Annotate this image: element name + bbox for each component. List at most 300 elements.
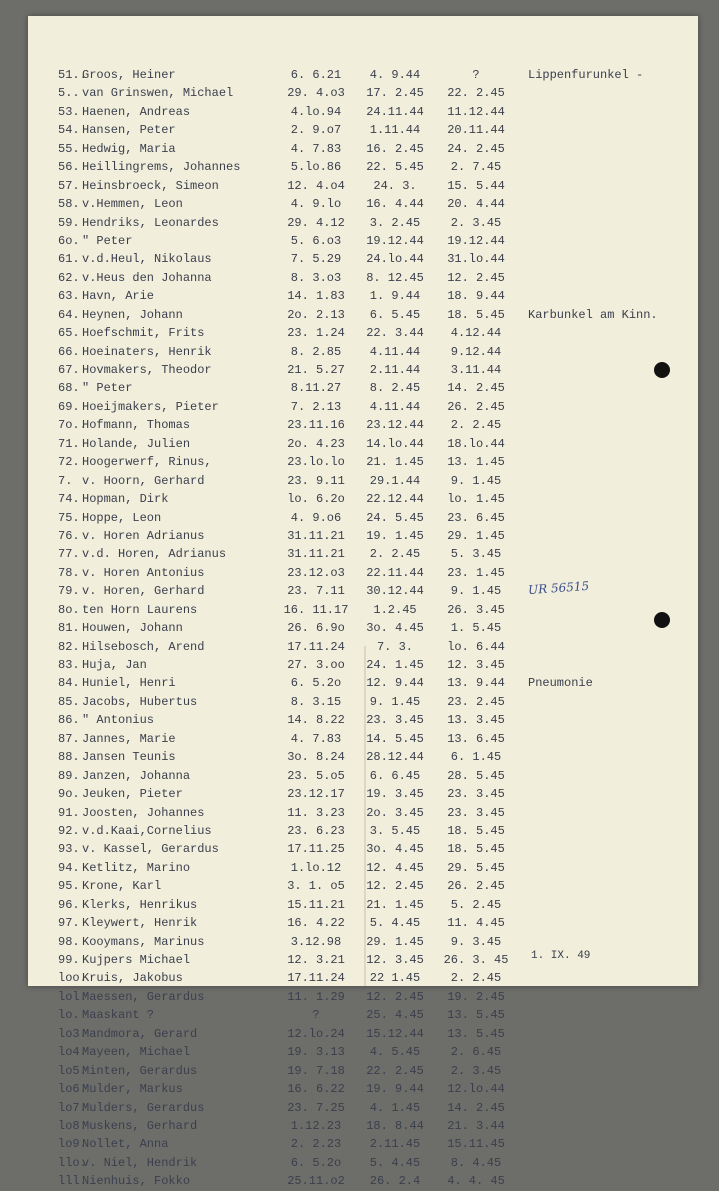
entry-discharge-date: 20.11.44 <box>447 123 505 138</box>
entry-name: v. Hoorn, Gerhard <box>82 473 205 488</box>
entry-admission-date: 26. 2.4 <box>369 1174 421 1189</box>
entry-number: 98. <box>58 934 80 949</box>
entry-name: Hovmakers, Theodor <box>82 363 212 377</box>
entry-birth-date: 23. 7.25 <box>287 1100 345 1115</box>
entry-admission-date: 5. 4.45 <box>369 916 421 931</box>
entry-birth-date: 3.12.98 <box>290 934 342 949</box>
entry-number: lo8. <box>58 1118 87 1133</box>
entry-admission-date: 19. 9.44 <box>366 1082 424 1097</box>
entry-admission-date: 9. 1.45 <box>369 694 421 709</box>
entry-birth-date: 12. 4.o4 <box>287 178 345 193</box>
entry-number: 56. <box>58 160 80 175</box>
entry-admission-date: 19. 3.45 <box>366 787 424 802</box>
entry-birth-date: 23.12.17 <box>287 787 345 802</box>
entry-number: 51.. <box>58 68 87 82</box>
entry-discharge-date: 23. 6.45 <box>447 510 505 525</box>
entry-birth-date: 5. 6.o3 <box>290 233 342 248</box>
entry-note: Lippenfurunkel - <box>528 68 644 82</box>
entry-discharge-date: 6. 1.45 <box>450 750 502 765</box>
entry-name: Groos, Heiner <box>82 68 176 82</box>
entry-admission-date: 1. 9.44 <box>369 289 421 304</box>
entry-number: 62. <box>58 270 80 285</box>
entry-admission-date: 5. 4.45 <box>369 1155 421 1170</box>
entry-birth-date: ? <box>312 1008 320 1023</box>
entry-number: llo. <box>58 1155 87 1170</box>
entry-admission-date: 4.11.44 <box>369 344 421 359</box>
entry-admission-date: 24. 3. <box>373 178 417 193</box>
entry-name: Minten, Gerardus <box>82 1063 198 1078</box>
entry-name: v. Horen Antonius <box>82 565 205 580</box>
entry-admission-date: 8. 2.45 <box>369 381 421 396</box>
entry-name: Jansen Teunis <box>82 750 176 765</box>
entry-number: 55. <box>58 141 80 156</box>
entry-birth-date: 7. 5.29 <box>290 252 342 267</box>
entry-admission-date: 14.lo.44 <box>366 436 424 451</box>
entry-admission-date: 28.12.44 <box>366 750 424 765</box>
entry-discharge-date: 11.12.44 <box>447 104 505 119</box>
handwritten-reference: UR 56515 <box>527 578 590 598</box>
entry-name: v. Kassel, Gerardus <box>82 842 219 857</box>
entry-discharge-date: 5. 2.45 <box>450 897 502 912</box>
entry-number: 85. <box>58 694 80 709</box>
entry-birth-date: 16. 6.22 <box>287 1082 345 1097</box>
entry-birth-date: 16. 11.17 <box>283 602 349 617</box>
entry-number: 96. <box>58 897 80 912</box>
entry-birth-date: 4. 7.83 <box>290 731 342 746</box>
entry-discharge-date: 12.lo.44 <box>447 1082 505 1097</box>
entry-discharge-date: 14. 2.45 <box>447 1100 505 1115</box>
entry-birth-date: 23. 6.23 <box>287 823 345 838</box>
entry-birth-date: 1.12.23 <box>290 1118 342 1133</box>
entry-name: Mayeen, Michael <box>82 1045 191 1060</box>
entry-number: lo9. <box>58 1137 87 1152</box>
entry-number: 7. <box>58 473 73 488</box>
entry-name: Jannes, Marie <box>82 731 176 746</box>
entry-number: lo7. <box>58 1100 87 1115</box>
entry-discharge-date: 1. 5.45 <box>450 621 502 636</box>
entry-admission-date: 24.lo.44 <box>366 252 424 267</box>
entry-number: 5.. <box>58 86 80 101</box>
entry-number: 66. <box>58 344 80 359</box>
entry-name: Haenen, Andreas <box>82 104 191 119</box>
entry-birth-date: 2o. 2.13 <box>287 307 345 322</box>
entry-number: 95. <box>58 879 80 894</box>
entry-admission-date: 22. 5.45 <box>366 160 424 175</box>
entry-admission-date: 24. 5.45 <box>366 510 424 525</box>
entry-number: 53. <box>58 104 80 119</box>
entry-name: Heinsbroeck, Simeon <box>82 178 219 193</box>
entry-number: 92. <box>58 823 80 838</box>
entry-admission-date: 2o. 3.45 <box>366 805 424 820</box>
entry-admission-date: 3. 5.45 <box>369 823 421 838</box>
entry-birth-date: 23.lo.lo <box>287 455 345 470</box>
entry-birth-date: 31.11.21 <box>287 547 345 562</box>
entry-birth-date: 8.11.27 <box>290 381 342 396</box>
entry-discharge-date: 18. 5.45 <box>447 823 505 838</box>
entry-number: 81. <box>58 621 80 636</box>
entry-number: lo5. <box>58 1063 87 1078</box>
entry-birth-date: 17.11.25 <box>287 842 345 857</box>
entry-number: 57. <box>58 178 80 193</box>
entry-discharge-date: 19.12.44 <box>447 233 505 248</box>
entry-birth-date: 14. 1.83 <box>287 289 345 304</box>
entry-note: Pneumonie <box>528 676 593 691</box>
entry-number: loo. <box>58 971 87 986</box>
entry-discharge-date: 13. 5.45 <box>447 1026 505 1041</box>
entry-birth-date: 17.11.24 <box>287 639 345 654</box>
entry-name: Mulders, Gerardus <box>82 1100 205 1115</box>
entry-birth-date: 23.11.16 <box>287 418 345 433</box>
entry-number: 9o. <box>58 787 80 802</box>
entry-discharge-date: 23. 2.45 <box>447 694 505 709</box>
entry-admission-date: 12. 2.45 <box>366 879 424 894</box>
entry-admission-date: 12. 9.44 <box>366 676 424 691</box>
entry-birth-date: 5.lo.86 <box>290 160 342 175</box>
entry-birth-date: 23. 5.o5 <box>287 768 345 783</box>
entry-admission-date: 4.11.44 <box>369 399 421 414</box>
entry-birth-date: 25.11.o2 <box>287 1174 345 1189</box>
entry-discharge-date: 28. 5.45 <box>447 768 505 783</box>
entry-birth-date: 3o. 8.24 <box>287 750 345 765</box>
entry-birth-date: 2o. 4.23 <box>287 436 345 451</box>
entry-admission-date: 30.12.44 <box>366 584 424 599</box>
entry-discharge-date: 18.lo.44 <box>447 436 505 451</box>
entry-admission-date: 22.11.44 <box>366 565 424 580</box>
entry-number: 74. <box>58 492 80 507</box>
entry-name: Kruis, Jakobus <box>82 971 183 986</box>
entry-name: van Grinswen, Michael <box>82 86 234 101</box>
entry-number: 67. <box>58 363 80 377</box>
entry-number: lo6. <box>58 1082 87 1097</box>
entry-number: 89. <box>58 768 80 783</box>
entry-number: 8o. <box>58 602 80 617</box>
entry-number: 91. <box>58 805 80 820</box>
entry-birth-date: 11. 3.23 <box>287 805 345 820</box>
entry-name: Ketlitz, Marino <box>82 860 191 875</box>
entry-discharge-date: 26. 2.45 <box>447 879 505 894</box>
entry-number: 86. <box>58 713 80 728</box>
entry-discharge-date: 24. 2.45 <box>447 141 505 156</box>
entry-discharge-date: 2. 2.45 <box>450 418 502 433</box>
entry-admission-date: 21. 1.45 <box>366 897 424 912</box>
entry-name: v.d.Kaai,Cornelius <box>82 823 212 838</box>
entry-number: lol. <box>58 989 87 1004</box>
entry-discharge-date: lo. 1.45 <box>447 492 505 507</box>
entry-admission-date: 24.11.44 <box>366 104 424 119</box>
entry-birth-date: 6. 6.21 <box>290 68 342 82</box>
entry-name: Hoppe, Leon <box>82 510 162 525</box>
entry-birth-date: 3. 1. o5 <box>287 879 345 894</box>
entry-admission-date: 12. 2.45 <box>366 989 424 1004</box>
entry-number: 7o.. <box>58 418 87 433</box>
entry-admission-date: 12. 3.45 <box>366 953 424 967</box>
entry-number: 75. <box>58 510 80 525</box>
entry-name: Kujpers Michael <box>82 953 191 967</box>
entry-number: 99. <box>58 953 80 967</box>
entry-birth-date: 8. 3.15 <box>290 694 342 709</box>
footer-date-mark: 1. IX. 49 <box>531 950 591 962</box>
entry-name: Kooymans, Marinus <box>82 934 205 949</box>
entry-discharge-date: 18. 5.45 <box>447 307 505 322</box>
entry-admission-date: 6. 6.45 <box>369 768 421 783</box>
entry-number: lll. <box>58 1174 87 1189</box>
entry-discharge-date: 8. 4.45 <box>450 1155 502 1170</box>
entry-birth-date: 31.11.21 <box>287 528 345 543</box>
entry-discharge-date: 13. 6.45 <box>447 731 505 746</box>
entry-name: Havn, Arie <box>82 289 155 304</box>
entry-name: Hoeijmakers, Pieter <box>82 399 219 414</box>
entry-birth-date: 6. 5.2o <box>290 1155 342 1170</box>
entry-name: Hoeinaters, Henrik <box>82 344 212 359</box>
entry-name: Houwen, Johann <box>82 621 183 636</box>
entry-discharge-date: 2. 7.45 <box>450 160 502 175</box>
entry-discharge-date: 13. 1.45 <box>447 455 505 470</box>
entry-number: 93. <box>58 842 80 857</box>
entry-admission-date: 8. 12.45 <box>366 270 424 285</box>
entry-admission-date: 3o. 4.45 <box>366 621 424 636</box>
punch-hole-icon <box>654 612 670 628</box>
entry-discharge-date: 9.12.44 <box>450 344 502 359</box>
entry-discharge-date: 5. 3.45 <box>450 547 502 562</box>
document-page <box>28 16 698 1189</box>
entry-admission-date: 7. 3. <box>376 639 413 654</box>
entry-discharge-date: 29. 1.45 <box>447 528 505 543</box>
entry-discharge-date: 26. 3. 45 <box>443 953 509 967</box>
entry-discharge-date: 19. 2.45 <box>447 989 505 1004</box>
entry-admission-date: 6. 5.45 <box>369 307 421 322</box>
entry-admission-date: 25. 4.45 <box>366 1008 424 1023</box>
entry-birth-date: 8. 2.85 <box>290 344 342 359</box>
entry-discharge-date: 13. 9.44 <box>447 676 505 691</box>
entry-birth-date: 27. 3.oo <box>287 658 345 672</box>
entry-name: v. Horen Adrianus <box>82 528 205 543</box>
entry-discharge-date: 22. 2.45 <box>447 86 505 101</box>
entry-birth-date: 15.11.21 <box>287 897 345 912</box>
entry-birth-date: 7. 2.13 <box>290 399 342 414</box>
entry-name: Hendriks, Leonardes <box>82 215 219 230</box>
entry-discharge-date: 21. 3.44 <box>447 1118 505 1133</box>
entry-admission-date: 22.12.44 <box>366 492 424 507</box>
entry-name: Hansen, Peter <box>82 123 176 138</box>
entry-discharge-date: 18. 5.45 <box>447 842 505 857</box>
entry-discharge-date: 9. 1.45 <box>450 584 502 599</box>
entry-admission-date: 19. 1.45 <box>366 528 424 543</box>
entry-discharge-date: 9. 1.45 <box>450 473 502 488</box>
entry-discharge-date: 3.11.44 <box>450 363 502 377</box>
entry-number: 76. <box>58 528 80 543</box>
entry-birth-date: lo. 6.2o <box>287 492 345 507</box>
entry-admission-date: 22. 3.44 <box>366 326 424 341</box>
entry-discharge-date: 14. 2.45 <box>447 381 505 396</box>
entry-name: Hofmann, Thomas <box>82 418 191 433</box>
entry-name: " Peter <box>82 381 133 396</box>
entry-note: Karbunkel am Kinn. <box>528 307 658 322</box>
entry-birth-date: 6. 5.2o <box>290 676 342 691</box>
entry-discharge-date: 26. 3.45 <box>447 602 505 617</box>
entry-admission-date: 22. 2.45 <box>366 1063 424 1078</box>
entry-number: 88. <box>58 750 80 765</box>
entry-discharge-date: 4.12.44 <box>450 326 502 341</box>
entry-number: 84. <box>58 676 80 691</box>
entry-discharge-date: 2. 6.45 <box>450 1045 502 1060</box>
entry-number: 58. <box>58 197 80 212</box>
entry-name: v.d. Horen, Adrianus <box>82 547 227 562</box>
entry-admission-date: 4. 1.45 <box>369 1100 421 1115</box>
entry-birth-date: 11. 1.29 <box>287 989 345 1004</box>
entry-admission-date: 18. 8.44 <box>366 1118 424 1133</box>
entry-number: lo. <box>58 1008 80 1023</box>
entry-name: Hedwig, Maria <box>82 141 176 156</box>
entry-discharge-date: 23. 3.45 <box>447 787 505 802</box>
entry-birth-date: 29. 4.o3 <box>287 86 345 101</box>
entry-name: Maaskant ? <box>82 1008 155 1023</box>
entry-birth-date: 4. 9.o6 <box>290 510 342 525</box>
entry-admission-date: 2.11.44 <box>369 363 421 377</box>
entry-admission-date: 16. 4.44 <box>366 197 424 212</box>
entry-name: Nollet, Anna <box>82 1137 169 1152</box>
entry-birth-date: 12. 3.21 <box>287 953 345 967</box>
entry-number: 82. <box>58 639 80 654</box>
entry-birth-date: 4. 9.lo <box>290 197 342 212</box>
punch-hole-icon <box>654 362 670 378</box>
entry-name: Hopman, Dirk <box>82 492 169 507</box>
entry-name: v.Hemmen, Leon <box>82 197 183 212</box>
entry-name: " Peter <box>82 233 133 248</box>
entry-admission-date: 1.11.44 <box>369 123 421 138</box>
entry-name: Joosten, Johannes <box>82 805 205 820</box>
entry-discharge-date: 13. 3.45 <box>447 713 505 728</box>
entry-birth-date: 23. 7.11 <box>287 584 345 599</box>
entry-admission-date: 4. 9.44 <box>369 68 421 82</box>
entry-admission-date: 24. 1.45 <box>366 658 424 672</box>
entry-birth-date: 4. 7.83 <box>290 141 342 156</box>
entry-name: Heynen, Johann <box>82 307 183 322</box>
entry-discharge-date: 2. 3.45 <box>450 1063 502 1078</box>
entry-name: Huniel, Henri <box>82 676 176 691</box>
entry-name: v.d.Heul, Nikolaus <box>82 252 212 267</box>
entry-number: 79. <box>58 584 80 599</box>
entry-number: 65. <box>58 326 80 341</box>
entry-discharge-date: 26. 2.45 <box>447 399 505 414</box>
entry-admission-date: 3o. 4.45 <box>366 842 424 857</box>
entry-number: 6o. <box>58 233 80 248</box>
entry-admission-date: 2. 2.45 <box>369 547 421 562</box>
entry-birth-date: 16. 4.22 <box>287 916 345 931</box>
entry-discharge-date: 13. 5.45 <box>447 1008 505 1023</box>
entry-name: Mandmora, Gerard <box>82 1026 198 1041</box>
entry-number: 83. <box>58 658 80 672</box>
entry-name: v. Horen, Gerhard <box>82 584 205 599</box>
entry-admission-date: 16. 2.45 <box>366 141 424 156</box>
entry-discharge-date: 9. 3.45 <box>450 934 502 949</box>
entry-admission-date: 1.2.45 <box>373 602 417 617</box>
entry-admission-date: 4. 5.45 <box>369 1045 421 1060</box>
entry-discharge-date: 31.lo.44 <box>447 252 505 267</box>
entry-number: 63. <box>58 289 80 304</box>
entry-birth-date: 4.lo.94 <box>290 104 342 119</box>
entry-discharge-date: 20. 4.44 <box>447 197 505 212</box>
entry-admission-date: 29.1.44 <box>369 473 421 488</box>
entry-name: Hilsebosch, Arend <box>82 639 205 654</box>
entry-number: 78. <box>58 565 80 580</box>
entry-birth-date: 1.lo.12 <box>290 860 342 875</box>
entry-discharge-date: 23. 3.45 <box>447 805 505 820</box>
entry-discharge-date: 29. 5.45 <box>447 860 505 875</box>
entry-name: Heillingrems, Johannes <box>82 160 241 175</box>
entry-number: 87. <box>58 731 80 746</box>
entry-admission-date: 23. 3.45 <box>366 713 424 728</box>
entry-discharge-date: 15.11.45 <box>447 1137 505 1152</box>
entry-discharge-date: 4. 4. 45 <box>447 1174 505 1189</box>
entry-birth-date: 23.12.o3 <box>287 565 345 580</box>
entry-number: 59. <box>58 215 80 230</box>
entry-name: Klerks, Henrikus <box>82 897 198 912</box>
entry-number: 68. <box>58 381 80 396</box>
entry-discharge-date: 12. 3.45 <box>447 658 505 672</box>
entry-admission-date: 22 1.45 <box>369 971 421 986</box>
entry-birth-date: 19. 7.18 <box>287 1063 345 1078</box>
entry-name: Maessen, Gerardus <box>82 989 205 1004</box>
entry-discharge-date: 2. 3.45 <box>450 215 502 230</box>
entry-discharge-date: 15. 5.44 <box>447 178 505 193</box>
entry-name: Mulder, Markus <box>82 1082 183 1097</box>
entry-number: 64. <box>58 307 80 322</box>
entry-birth-date: 8. 3.o3 <box>290 270 342 285</box>
entry-name: Krone, Karl <box>82 879 162 894</box>
entry-discharge-date: 12. 2.45 <box>447 270 505 285</box>
entry-name: Muskens, Gerhard <box>82 1118 198 1133</box>
entry-name: " Antonius <box>82 713 155 728</box>
entry-name: v. Niel, Hendrik <box>82 1155 198 1170</box>
entry-name: Hoefschmit, Frits <box>82 326 205 341</box>
entry-name: Jeuken, Pieter <box>82 787 183 802</box>
entry-admission-date: 23.12.44 <box>366 418 424 433</box>
entry-admission-date: 19.12.44 <box>366 233 424 248</box>
entry-discharge-date: 2. 2.45 <box>450 971 502 986</box>
entry-birth-date: 19. 3.13 <box>287 1045 345 1060</box>
entry-number: 97. <box>58 916 80 931</box>
entry-name: Nienhuis, Fokko <box>82 1174 191 1189</box>
entry-number: 72. <box>58 455 80 470</box>
entry-birth-date: 23. 1.24 <box>287 326 345 341</box>
entry-admission-date: 15.12.44 <box>366 1026 424 1041</box>
entry-name: v.Heus den Johanna <box>82 270 212 285</box>
entry-name: ten Horn Laurens <box>82 602 198 617</box>
entry-admission-date: 17. 2.45 <box>366 86 424 101</box>
entry-birth-date: 23. 9.11 <box>287 473 345 488</box>
entry-birth-date: 17.11.24 <box>287 971 345 986</box>
entry-name: Holande, Julien <box>82 436 191 451</box>
entry-discharge-date: lo. 6.44 <box>447 639 505 654</box>
entry-admission-date: 3. 2.45 <box>369 215 421 230</box>
entry-name: Kleywert, Henrik <box>82 916 198 931</box>
entry-number: lo3. <box>58 1026 87 1041</box>
entry-birth-date: 26. 6.9o <box>287 621 345 636</box>
entry-name: Huja, Jan <box>82 658 147 672</box>
entry-name: Hoogerwerf, Rinus, <box>82 455 212 470</box>
entry-number: 54. <box>58 123 80 138</box>
entry-number: 94. <box>58 860 80 875</box>
entry-discharge-date: 11. 4.45 <box>447 916 505 931</box>
entry-birth-date: 21. 5.27 <box>287 363 345 377</box>
entry-admission-date: 29. 1.45 <box>366 934 424 949</box>
entry-admission-date: 2.11.45 <box>369 1137 421 1152</box>
entry-birth-date: 2. 2.23 <box>290 1137 342 1152</box>
entry-admission-date: 14. 5.45 <box>366 731 424 746</box>
entry-birth-date: 2. 9.o7 <box>290 123 342 138</box>
entry-birth-date: 14. 8.22 <box>287 713 345 728</box>
entry-name: Jacobs, Hubertus <box>82 694 198 709</box>
